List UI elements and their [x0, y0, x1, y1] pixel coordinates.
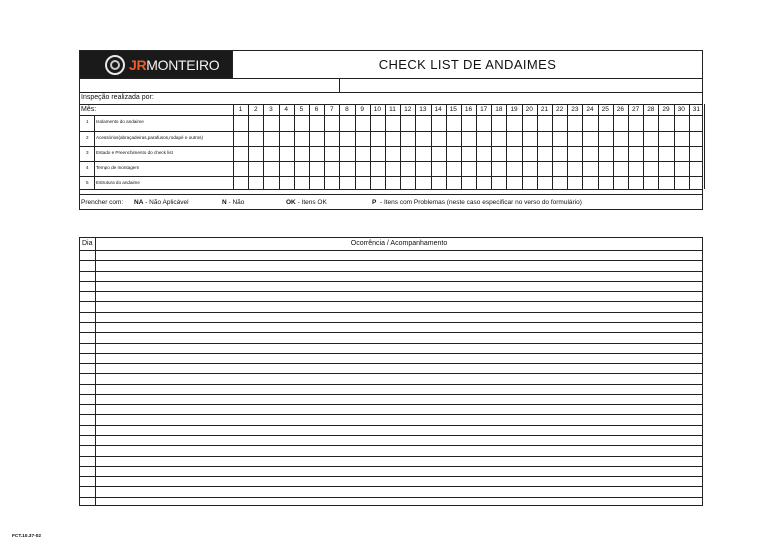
legend-p-code: P: [372, 199, 377, 206]
checklist-item-number: 2: [86, 135, 89, 140]
day-number: 26: [616, 106, 625, 113]
row-divider: [80, 115, 702, 116]
log-row-line: [80, 486, 702, 487]
day-number: 25: [601, 106, 609, 113]
legend-na-code: NA: [134, 199, 144, 206]
log-row-line: [80, 384, 702, 385]
day-number: 27: [632, 106, 640, 113]
log-row-line: [80, 250, 702, 251]
log-row-line: [80, 476, 702, 477]
row-divider: [80, 161, 702, 162]
log-row-line: [80, 332, 702, 333]
day-number: 7: [329, 106, 334, 113]
log-row-line: [80, 466, 702, 467]
day-number: 4: [284, 106, 288, 113]
legend-fill-label: Prencher com:: [81, 199, 124, 206]
day-column-divider: [704, 104, 705, 189]
day-number: 13: [419, 106, 427, 113]
day-number: 20: [525, 106, 533, 113]
log-row-line: [80, 456, 702, 457]
legend-ok-text: - Itens OK: [297, 199, 327, 206]
checklist-form: [79, 50, 703, 210]
item-number-divider: [94, 115, 95, 189]
row-divider: [80, 146, 702, 147]
day-column-header: Dia: [82, 240, 93, 247]
day-number: 10: [373, 106, 381, 113]
log-row-line: [80, 425, 702, 426]
log-row-line: [80, 497, 702, 498]
log-row-line: [80, 322, 702, 323]
legend-n-text: - Não: [228, 199, 245, 206]
legend-na-text: - Não Aplicável: [145, 199, 189, 206]
divider: [339, 78, 340, 92]
row-divider: [80, 176, 702, 177]
day-number: 16: [464, 106, 473, 113]
legend-na: [134, 199, 189, 206]
day-number: 30: [677, 106, 685, 113]
legend-n-code: N: [222, 199, 227, 206]
log-row-line: [80, 445, 702, 446]
logo-name: MONTEIRO: [146, 56, 220, 73]
day-number: 1: [238, 106, 243, 113]
log-row-line: [80, 291, 702, 292]
divider: [80, 92, 702, 93]
day-number: 23: [571, 106, 579, 113]
day-number: 15: [449, 106, 457, 113]
company-logo: [80, 51, 233, 78]
log-row-line: [80, 373, 702, 374]
divider: [80, 104, 702, 105]
logo-emblem-icon: [105, 55, 125, 75]
log-row-line: [80, 435, 702, 436]
log-row-line: [80, 312, 702, 313]
month-label: Mês:: [81, 106, 97, 113]
legend-p-text: - Itens com Problemas (neste caso especificar no verso do formulário): [379, 199, 582, 206]
log-row-line: [80, 343, 702, 344]
checklist-item-label: Acessórios(abraçadeiras,parafusos,rodapé e outros): [96, 135, 203, 140]
log-row-line: [80, 414, 702, 415]
legend-p: [372, 199, 582, 206]
log-row-line: [80, 301, 702, 302]
occurrence-log: [79, 237, 703, 506]
inspected-by-label: Inspeção realizada por:: [81, 94, 154, 101]
legend-n: [222, 199, 244, 206]
checklist-item-number: 1: [86, 119, 89, 124]
log-row-line: [80, 394, 702, 395]
row-divider: [80, 131, 702, 132]
day-number: 8: [345, 106, 349, 113]
checklist-item-label: Estrutura do andaime: [96, 180, 140, 185]
day-number: 29: [662, 106, 670, 113]
legend-ok: [286, 199, 327, 206]
day-number: 22: [556, 106, 564, 113]
day-number: 5: [299, 106, 304, 113]
day-number: 2: [253, 106, 258, 113]
checklist-item-number: 3: [86, 150, 89, 155]
day-number: 12: [404, 106, 412, 113]
checklist-item-label: Tempo de montagem: [96, 165, 140, 170]
legend-ok-code: OK: [286, 199, 296, 206]
log-row-line: [80, 271, 702, 272]
checklist-item-label: Estado e Preenchimento do check list: [96, 150, 173, 155]
day-number: 19: [510, 106, 518, 113]
day-number: 6: [314, 106, 319, 113]
log-row-line: [80, 353, 702, 354]
day-number: 3: [269, 106, 273, 113]
form-code: FCT.10.37-02: [12, 534, 42, 539]
log-row-line: [80, 404, 702, 405]
day-number: 9: [360, 106, 364, 113]
day-number: 21: [540, 106, 549, 113]
day-number: 28: [647, 106, 655, 113]
occurrence-column-header: Ocorrência / Acompanhamento: [350, 240, 448, 247]
log-row-line: [80, 260, 702, 261]
logo-prefix: JR: [129, 56, 147, 73]
day-number: 31: [692, 106, 700, 113]
day-number: 11: [389, 106, 396, 113]
checklist-item-number: 5: [86, 180, 89, 185]
log-row-line: [80, 363, 702, 364]
day-number: 18: [495, 106, 503, 113]
divider: [80, 194, 702, 195]
page-title: CHECK LIST DE ANDAIMES: [378, 57, 557, 72]
checklist-item-number: 4: [86, 165, 89, 170]
day-number: 14: [434, 106, 442, 113]
checklist-item-label: Isolamento do andaime: [96, 119, 144, 124]
log-row-line: [80, 281, 702, 282]
day-number: 24: [586, 106, 594, 113]
row-divider: [80, 189, 702, 190]
day-number: 17: [480, 106, 488, 113]
divider: [80, 78, 702, 79]
